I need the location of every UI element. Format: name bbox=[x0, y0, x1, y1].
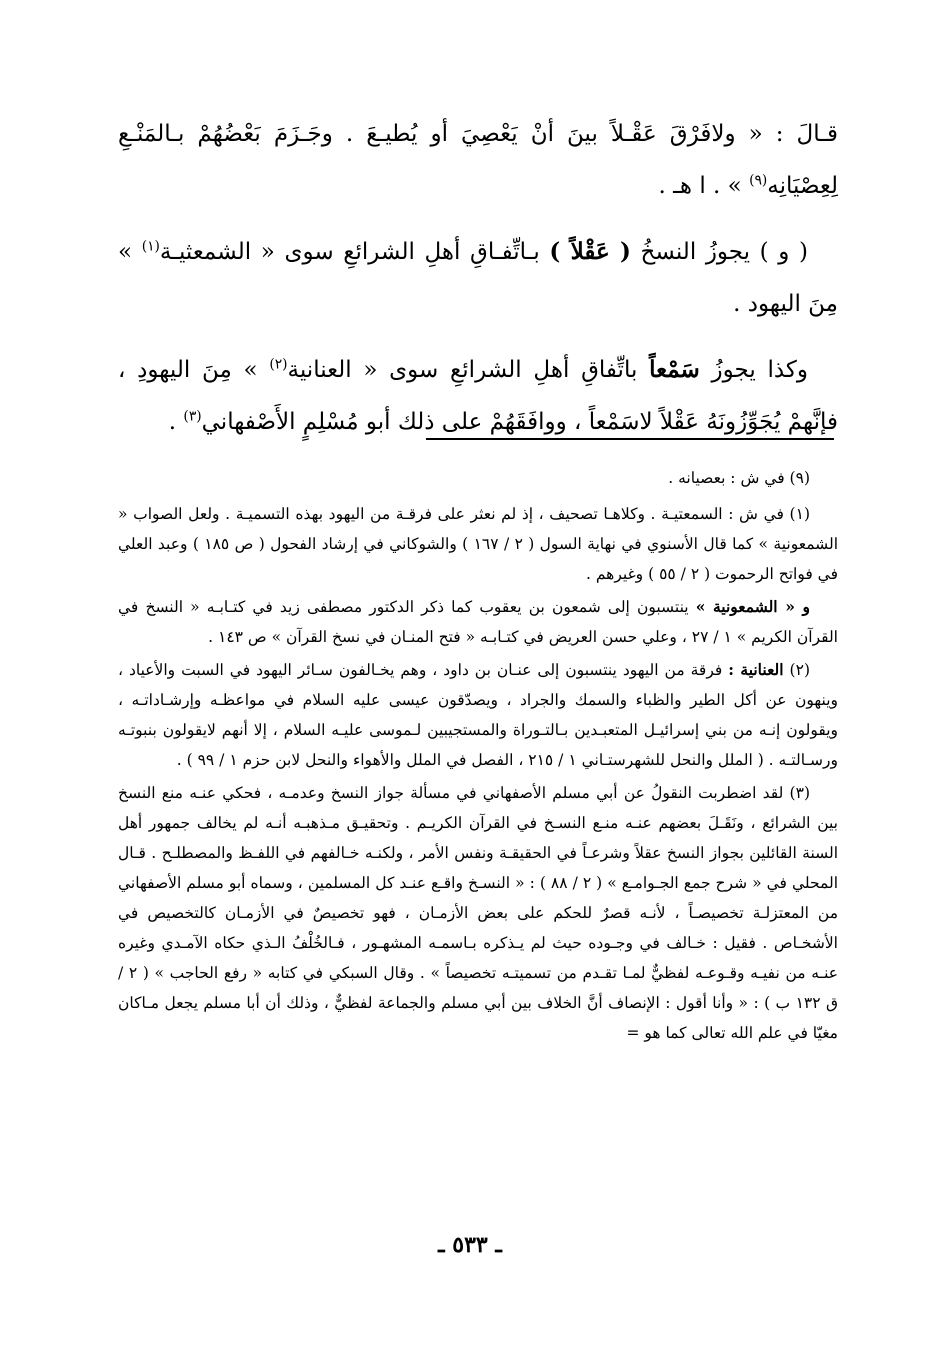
footnote-separator bbox=[426, 438, 834, 440]
footnote-ref-1: (١) bbox=[141, 238, 160, 255]
main-paragraph-2-bold: ( عَقْلاً ) bbox=[549, 238, 631, 265]
footnotes bbox=[118, 463, 838, 1051]
footnote-2 bbox=[118, 655, 838, 775]
footnote-9: (٩) في ش : بعصيانه . bbox=[668, 469, 810, 487]
main-paragraph-1-text: قـالَ : « ولافَرْقَ عَقْـلاً بينَ أنْ يَعْصِيَ أو يُطيـعَ . وجَـزَمَ بَعْضُهُمْ بـالمَنْـعِ لِعِصْيَانِه bbox=[118, 121, 838, 199]
main-paragraph-3-bold: سَمْعاً bbox=[649, 356, 700, 383]
main-paragraph-3-part1: وكذا يجوزُ bbox=[699, 357, 808, 383]
main-paragraph-2-end: » مِنَ اليهود . bbox=[118, 239, 838, 317]
footnote-1b-text: ينتسبون إلى شمعون بن يعقوب كما ذكر الدكتور مصطفى زيد في كتـابـه « النسخ في القرآن الكريم » ١ / ٢٧ ، وعلي حسن العريض في كتـابـه « فتح المنـان في نسخ القرآن » ص ١٤٣ . bbox=[118, 598, 838, 646]
main-paragraph-3-end: . bbox=[168, 409, 184, 435]
main-paragraph-1-end: » . ا هـ . bbox=[658, 173, 750, 199]
page-number: ـ ٥٣٣ ـ bbox=[438, 1232, 502, 1258]
main-text bbox=[118, 108, 838, 462]
main-paragraph-2-part1: ( و ) يجوزُ النسخُ bbox=[630, 239, 808, 265]
footnote-1b-label: و « الشمعونية » bbox=[695, 597, 810, 616]
footnote-2-text: فرقة من اليهود ينتسبون إلى عنـان بن داود ، وهم يخـالفون سـائر اليهود في السبت والأعياد ، وينهون عن أكل الطير والظباء والسمك والجراد ، ويصدّقون عيسى عليه السلام في مواعظـه وإرشـاداتـه ، ويقولون إنـه من بني إسرائيـل المتعبـدين بـالتـوراة والمستجيبين لـموسى عليـه السلام ، إلا أنهم لايقولون بنبوتـه ورسـالتـه . ( الملل والنحل للشهرستـاني ١ / ٢١٥ ، الفصل في الملل والأهواء والنحل لابن حزم ١ / ٩٩ ) . bbox=[118, 661, 838, 769]
main-paragraph-3-part3: » مِنَ اليهودِ ، فإنَّهمْ يُجَوِّزُونَهُ عَقْلاً لاسَمْعاً ، ووافَقَهُمْ على ذلك أبو مُسْلِمٍ الأَصْفهاني bbox=[118, 357, 838, 435]
main-paragraph-3 bbox=[118, 344, 838, 448]
footnote-ref-9: (٩) bbox=[749, 172, 768, 189]
footnote-ref-2: (٢) bbox=[269, 356, 288, 373]
footnote-3: (٣) لقد اضطربت النقولُ عن أبي مسلم الأصفهاني في مسألة جواز النسخ وعدمـه ، فحكي عنـه منع النسخ بين الشرائع ، ونَقَـلَ بعضهم عنـه منـع النسـخ في القرآن الكريـم . وتحقيـق مـذهبـه أنـه لم يخالف جمهور أهل السنة القائلين بجواز النسخ عقلاً وشرعـاً في الحقيقـة ونفس الأمر ، ولكنـه خـالفهم في اللفـظ والمصطلـح . قـال المحلي في « شرح جمع الجـوامـع » ( ٢ / ٨٨ ) : « النسـخ واقـع عنـد كل المسلمين ، وسماه أبو مسلم الأصفهاني من المعتزلـة تخصيصـاً ، لأنـه قصرٌ للحكم على بعض الأزمـان ، فهو تخصيصٌ في الأزمـان كالتخصيص في الأشخـاص . فقيل : خـالف في وجـوده حيث لم يـذكره بـاسمـه المشهـور ، فـالخُلْفُ الـذي حكاه الآمـدي وغيره عنـه من نفيـه وقـوعـه لفظيٌّ لمـا تقـدم من تسميتـه تخصيصاً » . وقال السبكي في كتابه « رفع الحاجب » ( ٢ / ق ١٣٢ ب ) : « وأنا أقول : الإنصاف أنَّ الخلاف بين أبي مسلم والجماعة لفظيٌّ ، وذلك أن أبا مسلم يجعل مـاكان مغيّا في علم الله تعالى كما هو = bbox=[118, 784, 839, 1042]
main-paragraph-3-part2: باتِّفاقِ أهلِ الشرائعِ سوى « العنانية bbox=[287, 357, 650, 383]
main-paragraph-1 bbox=[118, 108, 838, 212]
footnote-1b bbox=[118, 592, 838, 652]
main-paragraph-2 bbox=[118, 226, 838, 330]
main-paragraph-2-part2: بـاتِّفـاقِ أهلِ الشرائعِ سوى « الشمعثيـة bbox=[159, 239, 550, 265]
footnote-2-number: (٢) bbox=[783, 661, 810, 679]
footnote-ref-3: (٣) bbox=[183, 408, 202, 425]
footnote-1a: (١) في ش : السمعتيـة . وكلاهـا تصحيف ، إذ لم نعثر على فرقـة من اليهود بهذه التسميـة . ولعل الصواب « الشمعونية » كما قال الأسنوي في نهاية السول ( ٢ / ١٦٧ ) والشوكاني في إرشاد الفحول ( ص ١٨٥ ) وعبد العلي في فواتح الرحموت ( ٢ / ٥٥ ) وغيرهم . bbox=[118, 505, 839, 583]
footnote-2-label: العنانية : bbox=[728, 660, 784, 679]
